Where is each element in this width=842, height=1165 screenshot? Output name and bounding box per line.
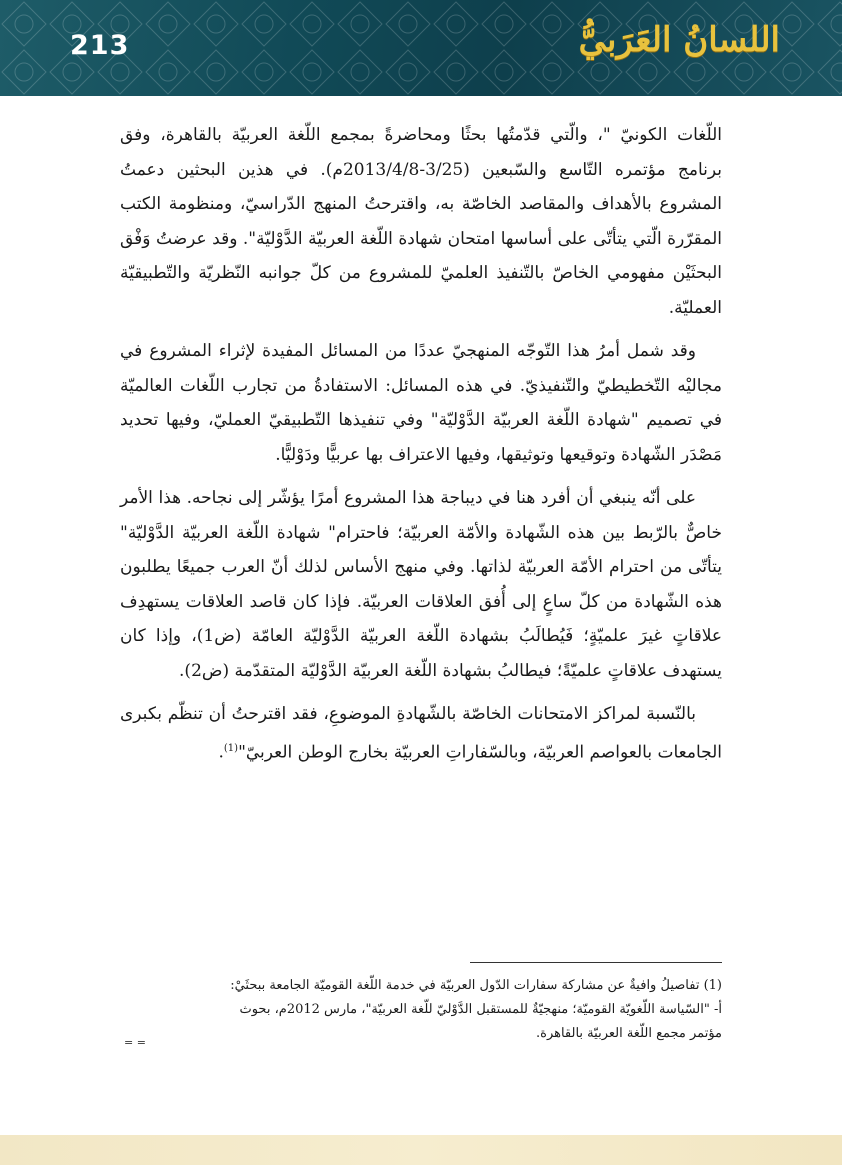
footnote-continuation-mark: = = — [124, 1036, 146, 1049]
footnote-line-1: (1) تفاصيلُ وافيةٌ عن مشاركة سفارات الدّول العربيّة في خدمة اللّغة القوميّة الجامعة ببحثَيْ: — [230, 978, 722, 993]
paragraph-4 — [120, 697, 722, 770]
paragraph-4-text: بالنّسبة لمراكز الامتحانات الخاصّة بالشّهادةِ الموضوعِ، فقد اقترحتُ أن تنظّم بكبرى الجامعات بالعواصم العربيّة، وبالسّفاراتِ العربيّة بخارج الوطن العربيّ" — [120, 704, 722, 763]
page-number: 213 — [70, 30, 130, 61]
article-body — [120, 118, 722, 779]
paragraph-3: على أنّه ينبغي أن أفرد هنا في ديباجة هذا المشروع أمرًا يؤشّر إلى نجاحه. هذا الأمر خاصٌّ بالرّبط بين هذه الشّهادة والأمّة العربيّة؛ فاحترام" شهادة اللّغة العربيّة الدَّوْليّة" يتأتّى من احترام الأمّة العربيّة لذاتها. وفي منهج الأساس لذلك أنّ العرب جميعًا يطلبون هذه الشّهادة من كلّ ساعٍ إلى أُفق العلاقات العربيّة. فإذا كان قاصد العلاقات يستهدِف علاقاتٍ غيرَ علميّةٍ؛ فَيُطالَبُ بشهادة اللّغة العربيّة الدَّوْليّة العامّة (ض1)، وإذا كان يستهدف علاقاتٍ علميّةً؛ فيطالبُ بشهادة اللّغة العربيّة الدَّوْليّة المتقدّمة (ض2). — [120, 488, 722, 681]
paragraph-1: اللّغات الكونيّ "، والّتي قدّمتُها بحثًا ومحاضرةً بمجمع اللّغة العربيّة بالقاهرة، وفق برنامج مؤتمره التّاسع والسّبعين (3/25-2013/4/8م). في هذين البحثين دعمتُ المشروع بالأهداف والمقاصد الخاصّة به، واقترحتُ المنهج الدّراسيّ، ومنظومة الكتب المقرّرة الّتي يتأتّى على أساسها امتحان شهادة اللّغة العربيّة الدَّوْليّة". وقد عرضتُ وَفْق البحثَيْن مفهومي الخاصّ بالتّنفيذ العلميّ للمشروع من كلّ جوانبه النّظريّة والتّطبيقيّة العمليّة. — [120, 125, 722, 318]
footnote-reference[interactable]: (1) — [223, 742, 239, 754]
footnote-separator — [470, 962, 722, 963]
footnotes — [120, 974, 722, 1046]
journal-logo: اللسانُ العَرَبيُّ — [578, 20, 780, 60]
page-header — [0, 0, 842, 96]
paragraph-2: وقد شمل أمرُ هذا التّوجّه المنهجيّ عددًا من المسائل المفيدة لإثراء المشروع في مجاليْه التّخطيطيّ والتّنفيذيّ. في هذه المسائل: الاستفادةُ من تجارب اللّغات العالميّة في تصميم "شهادة اللّغة العربيّة الدَّوْليّة" وفي تنفيذها التّطبيقيّ العمليّ، وفيها تحديد مَصْدَر الشّهادة وتوقيعها وتوثيقها، وفيها الاعتراف بها عربيًّا ودَوْليًّا. — [120, 341, 722, 465]
page-footer-band — [0, 1135, 842, 1165]
paragraph-4-end: . — [218, 742, 224, 763]
footnote-line-3: مؤتمر مجمع اللّغة العربيّة بالقاهرة. — [536, 1026, 722, 1041]
footnote-line-2: أ- "السّياسة اللّغويّة القوميّة؛ منهجيّةٌ للمستقبل الدَّوْليّ للّغة العربيّة"، مارس 2012م، بحوث — [239, 1002, 722, 1017]
